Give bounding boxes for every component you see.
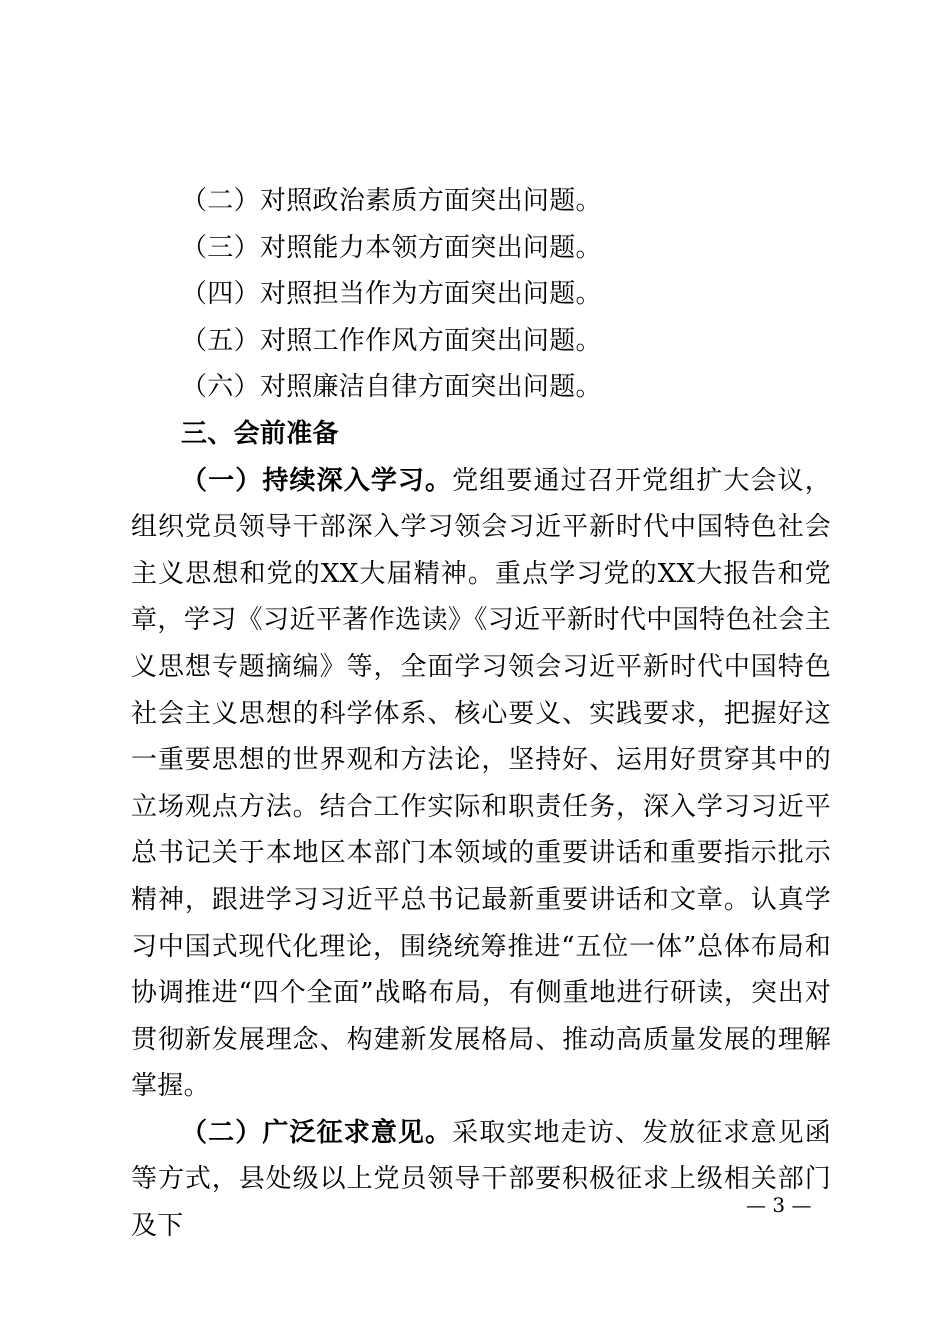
section-heading: 三、会前准备 [181, 418, 339, 449]
paragraph-study-title: （一）持续深入学习。 [181, 465, 453, 496]
page-number: — 3 — [746, 1193, 812, 1217]
list-item-2: （二）对照政治素质方面突出问题。 [181, 186, 602, 216]
paragraph-study-body: 党组要通过召开党组扩大会议，组织党员领导干部深入学习领会习近平新时代中国特色社会主义思想和党的XX大届精神。重点学习党的XX大报告和党章，学习《习近平著作选读》《习近平新时代中国特色社会主义思想专题摘编》等，全面学习领会习近平新时代中国特色社会主义思想的科学体系、核心要义、实践要求，把握好这一重要思想的世界观和方法论，坚持好、运用好贯穿其中的立场观点方法。结合工作实际和职责任务，深入学习习近平总书记关于本地区本部门本领域的重要讲话和重要指示批示精神，跟进学习习近平总书记最新重要讲话和文章。认真学习中国式现代化理论，围绕统筹推进“五位一体”总体布局和协调推进“四个全面”战略布局，有侧重地进行研读，突出对贯彻新发展理念、构建新发展格局、推动高质量发展的理解掌握。 [131, 465, 831, 1102]
paragraph-feedback-body: 采取实地走访、发放征求意见函等方式，县处级以上党员领导干部要积极征求上级相关部门及下 [131, 1117, 831, 1242]
list-item-6: （六）对照廉洁自律方面突出问题。 [181, 372, 602, 403]
list-item-5: （五）对照工作作风方面突出问题。 [181, 325, 602, 356]
document-body [131, 178, 831, 1250]
list-item-3: （三）对照能力本领方面突出问题。 [181, 232, 602, 263]
list-item-4: （四）对照担当作为方面突出问题。 [181, 279, 602, 310]
paragraph-feedback-title: （二）广泛征求意见。 [181, 1117, 453, 1148]
paragraph-study [131, 458, 831, 1110]
paragraph-feedback [131, 1110, 831, 1250]
